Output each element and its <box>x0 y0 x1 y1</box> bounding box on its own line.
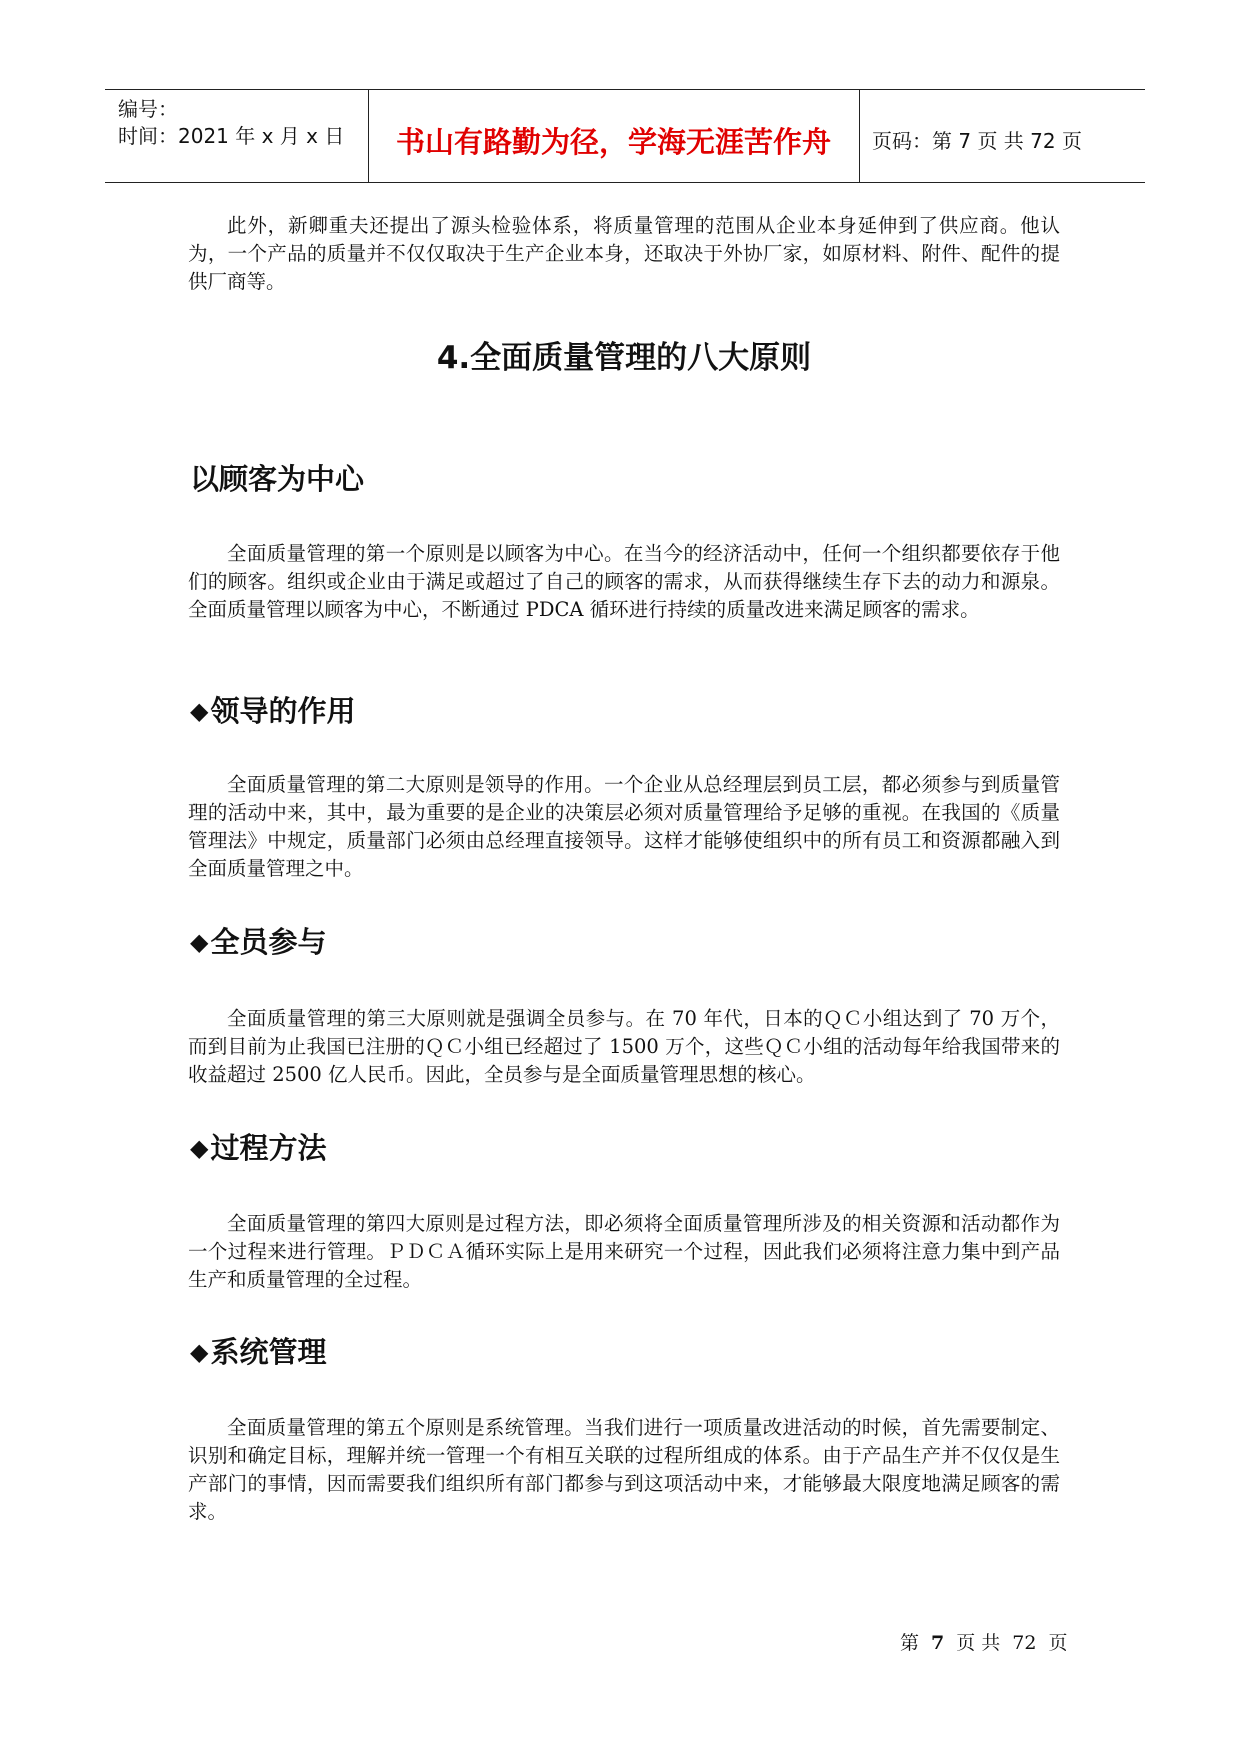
footer-total-pages: 72 <box>1012 1632 1037 1654</box>
header-bottom-rule <box>105 182 1145 183</box>
header-code-label: 编号： <box>118 97 178 121</box>
section-heading-text: 过程方法 <box>210 1131 327 1165</box>
diamond-bullet-icon: ◆ <box>190 1338 209 1366</box>
section-body-leadership: 全面质量管理的第二大原则是领导的作用。一个企业从总经理层到员工层，都必须参与到质量管理的活动中来，其中，最为重要的是企业的决策层必须对质量管理给予足够的重视。在我国的《质量管理法》中规定，质量部门必须由总经理直接领导。这样才能够使组织中的所有员工和资源都融入到全面质量管理之中。 <box>188 773 1060 880</box>
diamond-bullet-icon: ◆ <box>190 928 209 956</box>
section-heading-text: 领导的作用 <box>210 694 356 728</box>
header-divider-right <box>859 89 860 182</box>
section-heading-system-management <box>190 1330 326 1371</box>
header-top-rule <box>105 89 1145 90</box>
diamond-bullet-icon: ◆ <box>190 1134 209 1162</box>
diamond-bullet-icon: ◆ <box>190 697 209 725</box>
footer-suffix: 页 <box>1048 1632 1068 1654</box>
footer-prefix: 第 <box>900 1632 920 1654</box>
section-body-customer-focus: 全面质量管理的第一个原则是以顾客为中心。在当今的经济活动中，任何一个组织都要依存于他们的顾客。组织或企业由于满足或超过了自己的顾客的需求，从而获得继续生存下去的动力和源泉。全面质量管理以顾客为中心，不断通过 PDCA 循环进行持续的质量改进来满足顾客的需求。 <box>188 542 1060 621</box>
header-date-label: 时间：2021 年 x 月 x 日 <box>118 124 345 148</box>
footer-mid: 页 共 <box>956 1632 1001 1654</box>
page-title: 4.全面质量管理的八大原则 <box>436 340 812 376</box>
section-body-process-approach: 全面质量管理的第四大原则是过程方法，即必须将全面质量管理所涉及的相关资源和活动都作为一个过程来进行管理。ＰＤＣＡ循环实际上是用来研究一个过程，因此我们必须将注意力集中到产品生产和质量管理的全过程。 <box>188 1212 1060 1291</box>
header-motto: 书山有路勤为径，学海无涯苦作舟 <box>395 125 831 159</box>
section-heading-text: 以顾客为中心 <box>190 462 365 496</box>
section-heading-leadership <box>190 689 355 730</box>
section-heading-text: 系统管理 <box>210 1335 327 1369</box>
section-heading-process-approach <box>190 1126 326 1167</box>
section-heading-text: 全员参与 <box>210 925 327 959</box>
page-footer <box>900 1628 1080 1655</box>
section-heading-customer-focus <box>190 457 364 498</box>
intro-paragraph: 此外，新卿重夫还提出了源头检验体系，将质量管理的范围从企业本身延伸到了供应商。他认为，一个产品的质量并不仅仅取决于生产企业本身，还取决于外协厂家，如原材料、附件、配件的提供厂商等。 <box>188 214 1060 293</box>
section-body-involvement: 全面质量管理的第三大原则就是强调全员参与。在 70 年代，日本的ＱＣ小组达到了 70 万个，而到目前为止我国已注册的ＱＣ小组已经超过了 1500 万个，这些ＱＣ小组的活动每年给我国带来的收益超过 2500 亿人民币。因此，全员参与是全面质量管理思想的核心。 <box>188 1007 1060 1086</box>
header-page-label: 页码：第 7 页 共 72 页 <box>872 129 1082 153</box>
section-body-system-management: 全面质量管理的第五个原则是系统管理。当我们进行一项质量改进活动的时候，首先需要制定、识别和确定目标，理解并统一管理一个有相互关联的过程所组成的体系。由于产品生产并不仅仅是生产部门的事情，因而需要我们组织所有部门都参与到这项活动中来，才能够最大限度地满足顾客的需求。 <box>188 1416 1060 1523</box>
footer-page-number: 7 <box>931 1632 945 1654</box>
section-heading-involvement <box>190 920 326 961</box>
